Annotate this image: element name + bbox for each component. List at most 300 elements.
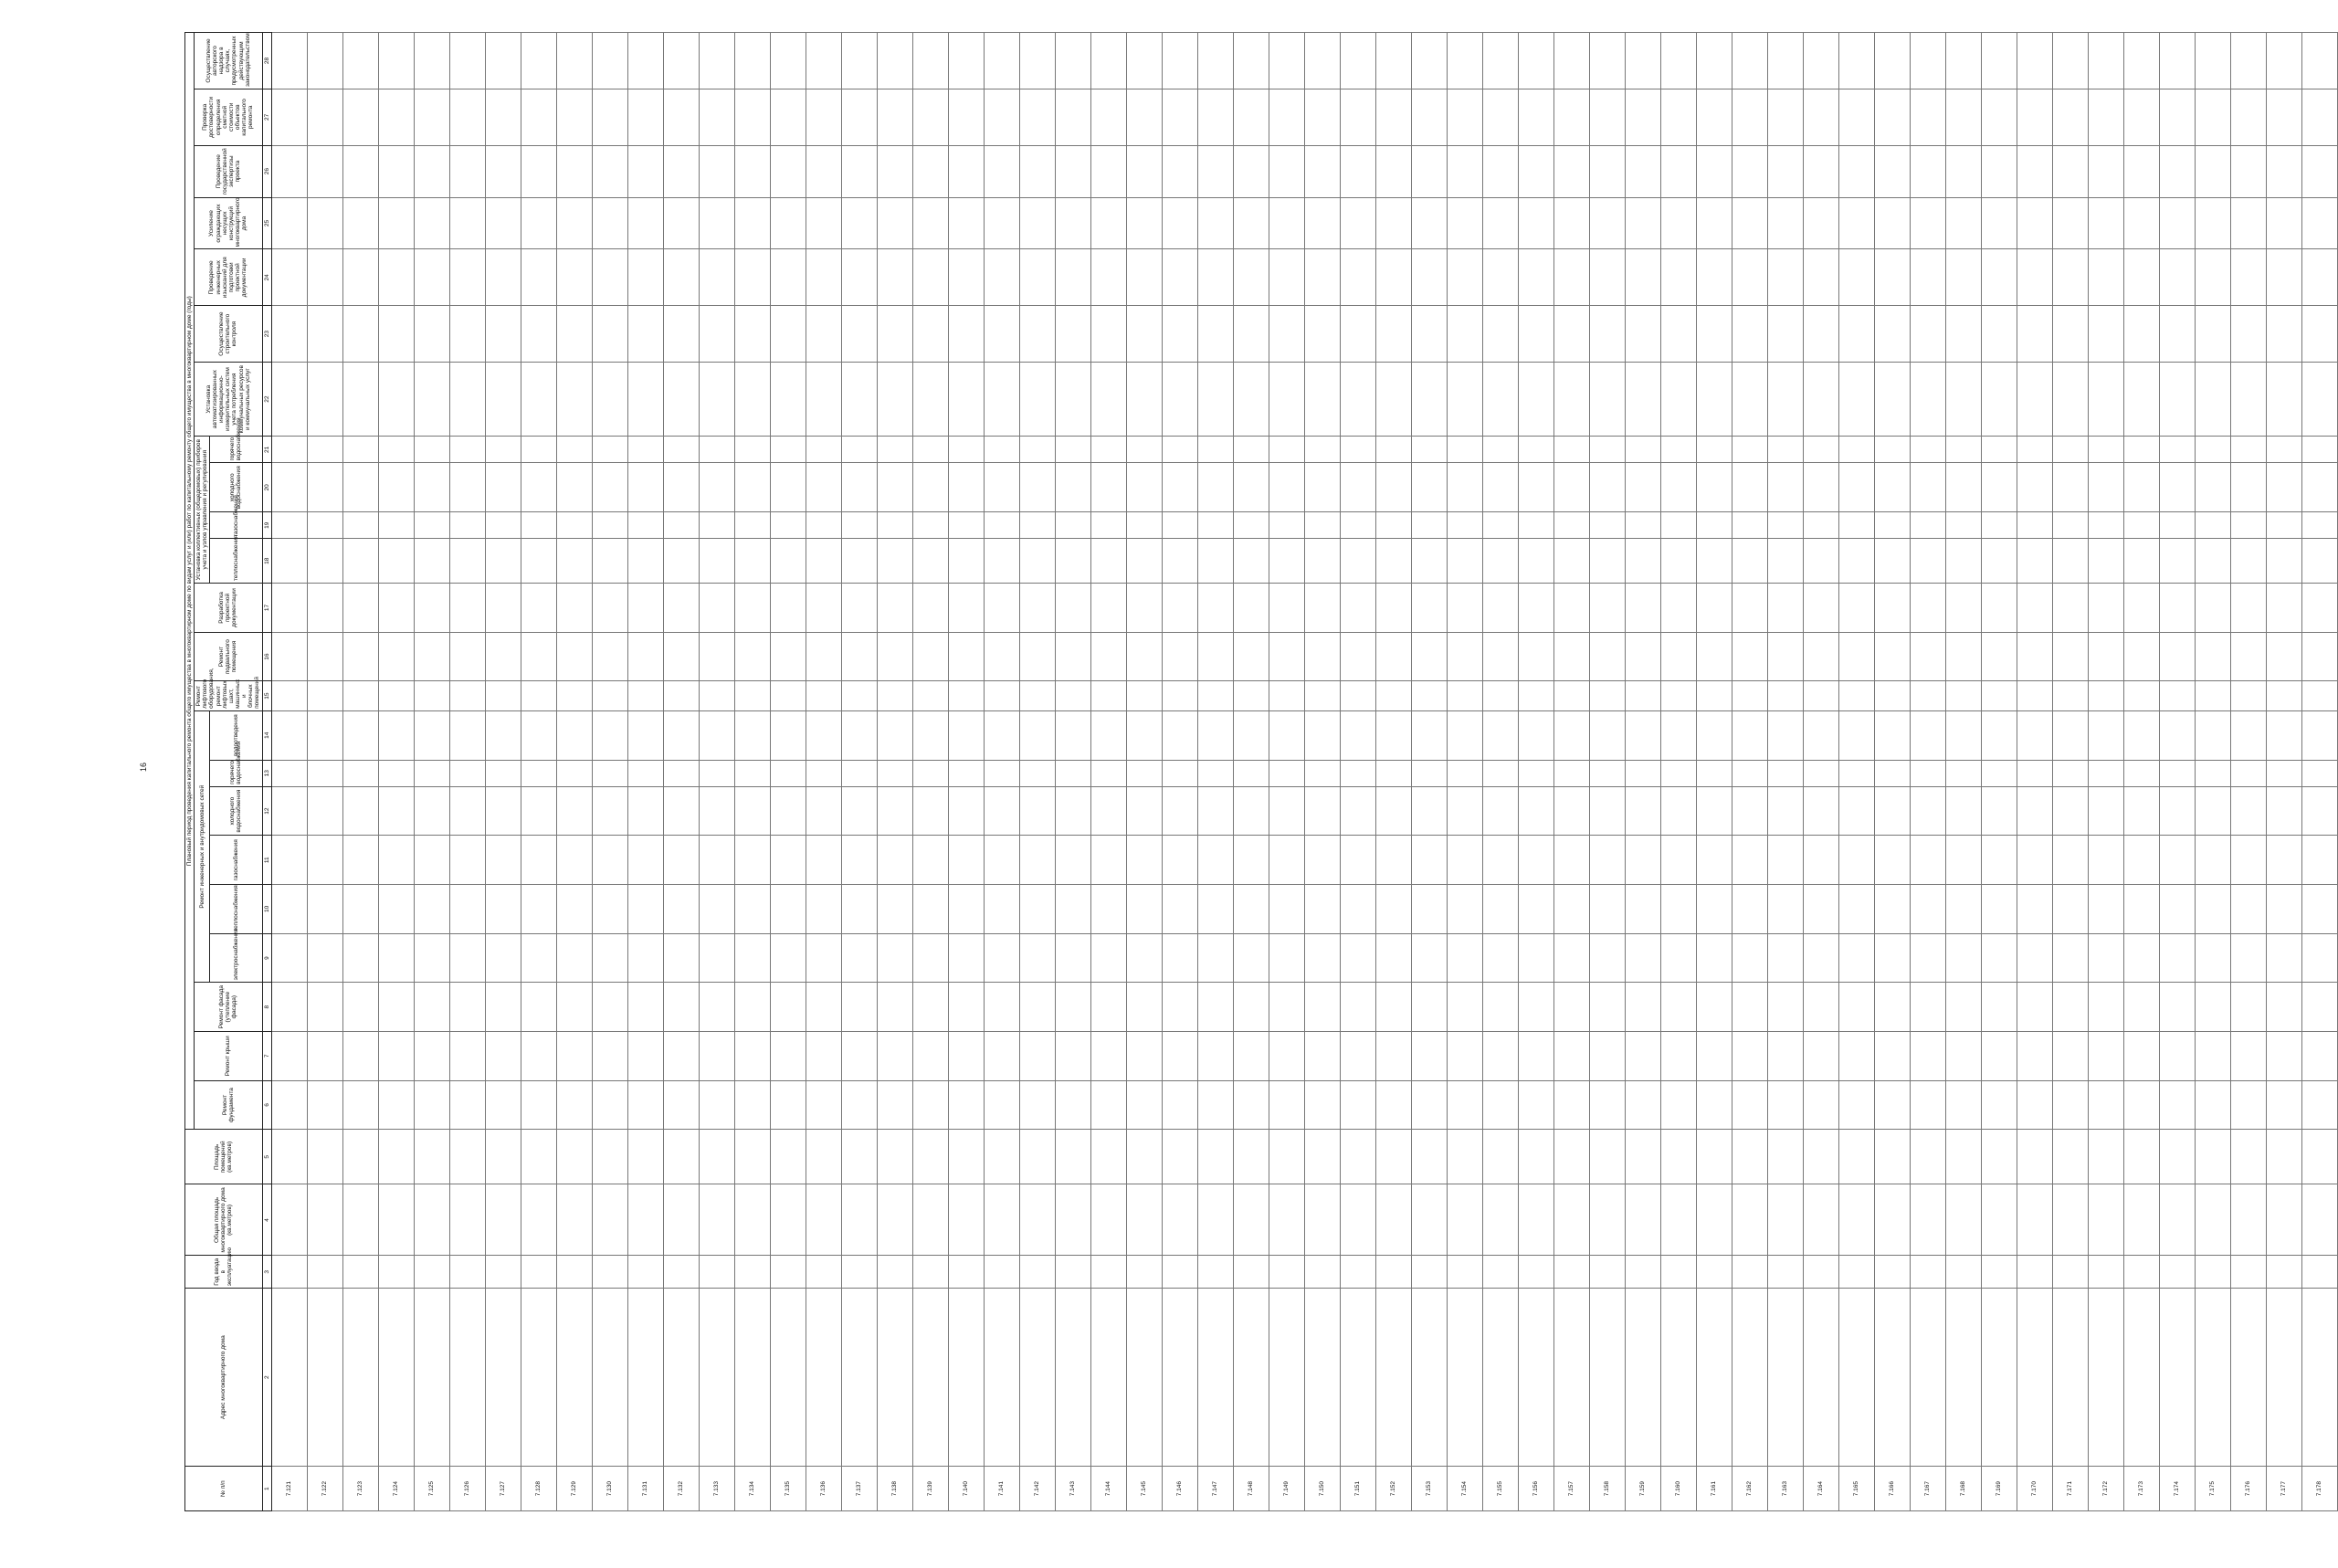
table-cell [1304, 933, 1340, 983]
table-cell [521, 539, 556, 584]
table-cell [485, 437, 521, 463]
table-cell [1197, 786, 1233, 836]
table-cell [1767, 885, 1803, 934]
table-cell [378, 1184, 414, 1256]
table-cell [948, 362, 984, 436]
table-cell [770, 584, 806, 633]
table-cell [699, 1032, 734, 1081]
table-cell [1803, 512, 1838, 539]
table-cell [449, 539, 485, 584]
row-number: 7.152 [1375, 1467, 1411, 1511]
table-cell [271, 306, 307, 363]
table-cell [271, 463, 307, 512]
col-facade-header: Ремонт фасада (утепление фасада) [195, 983, 262, 1032]
table-cell [912, 1256, 948, 1289]
table-cell [449, 632, 485, 681]
table-cell [2301, 197, 2337, 249]
table-cell [378, 1256, 414, 1289]
table-cell [948, 584, 984, 633]
table-cell [1553, 681, 1589, 711]
table-cell [485, 760, 521, 786]
table-cell [1660, 681, 1696, 711]
table-cell [271, 710, 307, 760]
table-cell [1910, 33, 1945, 89]
table-cell [1233, 145, 1269, 197]
table-cell [1482, 584, 1518, 633]
table-cell [877, 786, 912, 836]
table-cell [414, 885, 449, 934]
table-cell [521, 437, 556, 463]
table-cell [1589, 437, 1625, 463]
table-cell [1803, 539, 1838, 584]
table-cell [1553, 33, 1589, 89]
table-cell [627, 145, 663, 197]
table-cell [1660, 632, 1696, 681]
table-cell [1269, 33, 1304, 89]
table-cell [1981, 539, 2017, 584]
table-cell [1447, 362, 1482, 436]
table-cell [1553, 1289, 1589, 1467]
table-cell [485, 512, 521, 539]
table-cell [1411, 512, 1447, 539]
table-cell [1874, 632, 1910, 681]
table-cell [1803, 632, 1838, 681]
table-cell [663, 539, 699, 584]
table-cell [1660, 33, 1696, 89]
table-cell [734, 197, 770, 249]
table-cell [1090, 1289, 1126, 1467]
table-cell [1553, 1184, 1589, 1256]
table-cell [734, 681, 770, 711]
table-cell [699, 306, 734, 363]
row-number: 7.169 [1981, 1467, 2017, 1511]
table-cell [1589, 249, 1625, 306]
col-design-doc-header: Разработка проектной документации [195, 584, 262, 633]
table-cell [307, 1080, 342, 1130]
table-cell [307, 681, 342, 711]
table-cell [1518, 1289, 1553, 1467]
table-cell [271, 681, 307, 711]
table-cell [2017, 1184, 2052, 1256]
table-cell [1838, 89, 1874, 145]
table-cell [877, 1184, 912, 1256]
table-cell [2266, 584, 2301, 633]
table-cell [521, 1184, 556, 1256]
table-cell [521, 710, 556, 760]
table-cell [1340, 197, 1375, 249]
table-cell [1625, 249, 1660, 306]
table-cell [1553, 885, 1589, 934]
table-cell [556, 89, 592, 145]
table-cell [271, 1032, 307, 1081]
engineering-networks-header: Ремонт инженерных и внутридомовых сетей [195, 710, 210, 982]
table-cell [1055, 632, 1090, 681]
table-cell [414, 1289, 449, 1467]
table-cell [1518, 584, 1553, 633]
table-cell [2123, 1289, 2159, 1467]
table-cell [1553, 1080, 1589, 1130]
table-cell [1696, 1184, 1732, 1256]
table-cell [1269, 1080, 1304, 1130]
table-cell [2017, 632, 2052, 681]
table-cell [1411, 710, 1447, 760]
table-cell [1375, 584, 1411, 633]
row-number: 7.132 [663, 1467, 699, 1511]
table-cell [948, 1130, 984, 1184]
table-cell [1767, 1256, 1803, 1289]
table-cell [592, 306, 627, 363]
table-cell [556, 362, 592, 436]
table-cell [1162, 33, 1197, 89]
table-cell [2159, 1184, 2195, 1256]
table-cell [1767, 584, 1803, 633]
table-row [378, 33, 414, 1511]
table-cell [877, 584, 912, 633]
table-cell [378, 760, 414, 786]
table-cell [734, 760, 770, 786]
table-cell [770, 539, 806, 584]
table-cell [1340, 306, 1375, 363]
table-cell [1589, 197, 1625, 249]
table-cell [1803, 1289, 1838, 1467]
table-cell [1090, 145, 1126, 197]
table-cell [592, 197, 627, 249]
table-cell [806, 539, 841, 584]
table-cell [1660, 760, 1696, 786]
table-cell [2230, 249, 2266, 306]
table-row [414, 33, 449, 1511]
table-cell [1269, 632, 1304, 681]
table-cell [592, 33, 627, 89]
table-cell [877, 983, 912, 1032]
table-cell [378, 681, 414, 711]
table-cell [984, 1080, 1019, 1130]
table-cell [378, 1080, 414, 1130]
table-cell [2266, 836, 2301, 885]
table-cell [770, 89, 806, 145]
table-cell [2195, 1256, 2230, 1289]
table-cell [378, 306, 414, 363]
table-cell [449, 1184, 485, 1256]
table-cell [1055, 437, 1090, 463]
table-cell [1553, 197, 1589, 249]
table-cell [1518, 681, 1553, 711]
table-cell [2123, 933, 2159, 983]
table-cell [521, 1130, 556, 1184]
table-cell [1660, 1289, 1696, 1467]
table-cell [556, 306, 592, 363]
table-cell [2052, 1032, 2088, 1081]
table-cell [770, 249, 806, 306]
table-cell [1411, 33, 1447, 89]
table-cell [2195, 983, 2230, 1032]
table-cell [307, 632, 342, 681]
page-number: 16 [139, 762, 148, 772]
table-cell [2230, 681, 2266, 711]
col-supervision-header: Осуществление авторского надзора в случаях, предусмотренных действующим законодательством [195, 33, 262, 89]
table-cell [627, 89, 663, 145]
table-cell [1162, 539, 1197, 584]
row-number: 7.133 [699, 1467, 734, 1511]
table-cell [2123, 89, 2159, 145]
table-cell [1019, 362, 1055, 436]
column-number: 14 [262, 710, 271, 760]
table-cell [1518, 362, 1553, 436]
table-cell [1553, 249, 1589, 306]
table-cell [663, 885, 699, 934]
table-cell [1197, 1289, 1233, 1467]
column-number: 25 [262, 197, 271, 249]
table-cell [1767, 539, 1803, 584]
table-cell [1233, 836, 1269, 885]
column-number: 5 [262, 1130, 271, 1184]
table-cell [378, 362, 414, 436]
table-row [2301, 33, 2337, 1511]
table-cell [912, 983, 948, 1032]
table-cell [1803, 89, 1838, 145]
table-cell [2017, 145, 2052, 197]
table-cell [1838, 1080, 1874, 1130]
table-cell [770, 512, 806, 539]
table-cell [2017, 539, 2052, 584]
table-cell [2301, 1032, 2337, 1081]
table-cell [663, 681, 699, 711]
table-cell [1767, 1080, 1803, 1130]
row-number: 7.175 [2195, 1467, 2230, 1511]
table-cell [1269, 1032, 1304, 1081]
table-cell [449, 145, 485, 197]
table-cell [806, 512, 841, 539]
table-cell [806, 362, 841, 436]
table-row [1660, 33, 1696, 1511]
table-cell [1874, 306, 1910, 363]
table-cell [1411, 760, 1447, 786]
table-cell [1304, 362, 1340, 436]
table-cell [556, 249, 592, 306]
table-cell [1838, 836, 1874, 885]
table-cell [2017, 362, 2052, 436]
table-cell [2159, 437, 2195, 463]
table-cell [734, 786, 770, 836]
table-cell [984, 885, 1019, 934]
table-cell [414, 681, 449, 711]
table-cell [1945, 539, 1981, 584]
table-cell [2266, 1184, 2301, 1256]
col-basement-header: Ремонт подвального помещения [195, 632, 262, 681]
row-number: 7.167 [1910, 1467, 1945, 1511]
table-cell [592, 1289, 627, 1467]
table-cell [1411, 197, 1447, 249]
table-cell [2159, 632, 2195, 681]
table-cell [841, 1289, 877, 1467]
table-cell [556, 710, 592, 760]
table-cell [1625, 197, 1660, 249]
table-cell [1233, 197, 1269, 249]
table-cell [1838, 463, 1874, 512]
table-cell [912, 632, 948, 681]
table-cell [2123, 463, 2159, 512]
table-cell [841, 885, 877, 934]
table-cell [699, 1184, 734, 1256]
table-cell [485, 983, 521, 1032]
table-cell [1981, 1289, 2017, 1467]
table-cell [770, 681, 806, 711]
table-cell [2017, 710, 2052, 760]
table-cell [1910, 786, 1945, 836]
table-cell [1090, 710, 1126, 760]
table-cell [699, 1080, 734, 1130]
table-cell [378, 1032, 414, 1081]
table-cell [1767, 933, 1803, 983]
table-cell [342, 1080, 378, 1130]
table-cell [414, 197, 449, 249]
table-cell [699, 836, 734, 885]
table-cell [2230, 33, 2266, 89]
table-cell [1910, 1032, 1945, 1081]
table-cell [414, 1130, 449, 1184]
table-row [1625, 33, 1660, 1511]
table-cell [1910, 197, 1945, 249]
table-cell [1981, 437, 2017, 463]
table-cell [841, 760, 877, 786]
table-cell [1055, 885, 1090, 934]
table-cell [2301, 463, 2337, 512]
table-cell [592, 1032, 627, 1081]
table-cell [1411, 681, 1447, 711]
table-cell [2195, 885, 2230, 934]
table-cell [592, 1080, 627, 1130]
table-cell [1803, 437, 1838, 463]
table-cell [556, 539, 592, 584]
row-number: 7.176 [2230, 1467, 2266, 1511]
table-cell [1304, 786, 1340, 836]
table-cell [627, 933, 663, 983]
table-cell [1482, 89, 1518, 145]
table-cell [1482, 539, 1518, 584]
table-cell [1019, 539, 1055, 584]
table-cell [1838, 1289, 1874, 1467]
table-cell [1340, 145, 1375, 197]
table-cell [2195, 786, 2230, 836]
table-cell [1803, 1032, 1838, 1081]
table-cell [1625, 306, 1660, 363]
table-cell [663, 1184, 699, 1256]
table-cell [2017, 1032, 2052, 1081]
table-cell [2123, 632, 2159, 681]
table-cell [1269, 933, 1304, 983]
table-cell [806, 1032, 841, 1081]
table-cell [734, 463, 770, 512]
table-cell [1803, 1256, 1838, 1289]
table-cell [1019, 1289, 1055, 1467]
col-total-area-header: Общая площадь многоквартирного дома (кв.метров) [185, 1184, 263, 1256]
table-cell [806, 710, 841, 760]
table-cell [1197, 33, 1233, 89]
row-number: 7.158 [1589, 1467, 1625, 1511]
table-cell [556, 463, 592, 512]
table-cell [984, 33, 1019, 89]
table-cell [592, 1184, 627, 1256]
table-cell [2159, 983, 2195, 1032]
table-cell [2123, 983, 2159, 1032]
table-cell [1197, 885, 1233, 934]
table-cell [1197, 539, 1233, 584]
table-cell [1304, 197, 1340, 249]
column-number: 15 [262, 681, 271, 711]
table-cell [734, 983, 770, 1032]
table-cell [770, 710, 806, 760]
table-row [449, 33, 485, 1511]
table-cell [1411, 1289, 1447, 1467]
col-meter-gas-header: газоснабжения [210, 512, 262, 539]
table-cell [1090, 306, 1126, 363]
table-cell [770, 1080, 806, 1130]
table-cell [912, 145, 948, 197]
table-cell [1375, 786, 1411, 836]
table-cell [1945, 33, 1981, 89]
table-cell [1981, 1256, 2017, 1289]
table-cell [342, 786, 378, 836]
table-cell [806, 760, 841, 786]
table-cell [2088, 362, 2123, 436]
table-row [592, 33, 627, 1511]
table-cell [2230, 632, 2266, 681]
table-cell [1589, 463, 1625, 512]
table-cell [592, 362, 627, 436]
table-cell [378, 145, 414, 197]
table-cell [1126, 885, 1162, 934]
table-cell [948, 1184, 984, 1256]
table-cell [1375, 1130, 1411, 1184]
table-cell [1090, 1032, 1126, 1081]
table-cell [1411, 362, 1447, 436]
table-cell [2052, 710, 2088, 760]
table-cell [841, 933, 877, 983]
table-cell [1269, 145, 1304, 197]
table-cell [2052, 306, 2088, 363]
table-cell [414, 1032, 449, 1081]
table-cell [1375, 1080, 1411, 1130]
table-row [271, 33, 307, 1511]
table-cell [877, 1130, 912, 1184]
table-cell [1696, 983, 1732, 1032]
table-cell [1553, 1130, 1589, 1184]
table-cell [734, 89, 770, 145]
table-cell [1981, 1184, 2017, 1256]
table-cell [1162, 197, 1197, 249]
column-number: 13 [262, 760, 271, 786]
table-cell [271, 1130, 307, 1184]
table-cell [1411, 933, 1447, 983]
row-number: 7.163 [1767, 1467, 1803, 1511]
table-cell [1625, 1032, 1660, 1081]
table-cell [627, 1289, 663, 1467]
table-cell [699, 437, 734, 463]
column-number: 7 [262, 1032, 271, 1081]
table-cell [2230, 786, 2266, 836]
table-cell [2301, 710, 2337, 760]
table-cell [342, 1130, 378, 1184]
table-cell [912, 437, 948, 463]
table-cell [806, 89, 841, 145]
table-cell [2301, 249, 2337, 306]
table-cell [2017, 584, 2052, 633]
table-cell [770, 786, 806, 836]
table-cell [841, 512, 877, 539]
table-cell [1732, 249, 1767, 306]
column-number: 19 [262, 512, 271, 539]
table-cell [1482, 306, 1518, 363]
